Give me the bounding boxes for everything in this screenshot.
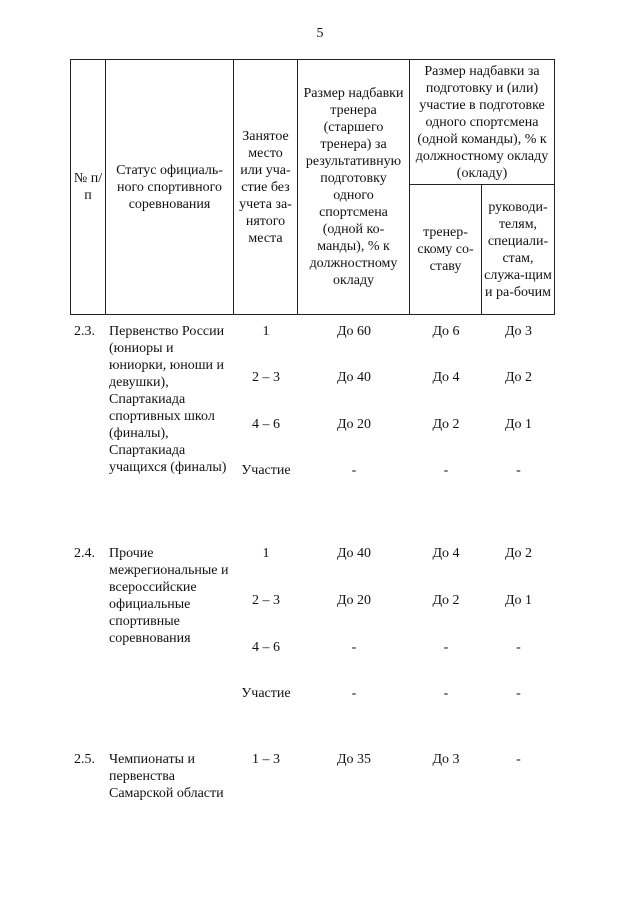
other-bonus-value: До 1 <box>504 593 533 608</box>
coach-bonus-value: До 60 <box>336 324 372 339</box>
coach-bonus-value: До 20 <box>336 417 372 432</box>
place-value: 1 <box>262 324 270 339</box>
place-value: 4 – 6 <box>252 640 280 655</box>
header-coach-bonus: Размер надбавки тренера (старшего тренера) за результативную подготовку одного спортсмена (одной ко-манды), % к должностному окладу <box>298 60 410 315</box>
trainer-bonus-value: - <box>443 640 449 655</box>
trainer-bonus-value: - <box>443 686 449 701</box>
header-other-staff: руководи-телям, специали-стам, служа-щим и ра-бочим <box>482 185 555 315</box>
row-number: 2.5. <box>74 752 95 767</box>
trainer-bonus-value: До 4 <box>432 546 460 561</box>
coach-bonus-value: До 40 <box>336 370 372 385</box>
place-value: Участие <box>241 463 291 478</box>
header-num: № п/п <box>71 60 106 315</box>
row-status: Чемпионаты и первенства Самарской области <box>109 752 224 801</box>
row-status: Прочие межрегиональные и всероссийские официальные спортивные соревнования <box>109 546 229 646</box>
coach-bonus-value: До 40 <box>336 546 372 561</box>
coach-bonus-value: - <box>351 686 357 701</box>
place-value: Участие <box>241 686 291 701</box>
header-place: Занятое место или уча-стие без учета за-нятого места <box>234 60 298 315</box>
trainer-bonus-value: До 2 <box>432 593 460 608</box>
other-bonus-value: - <box>516 752 521 767</box>
coach-bonus-value: До 35 <box>336 752 372 767</box>
other-bonus-value: До 1 <box>504 417 533 432</box>
place-value: 2 – 3 <box>252 593 280 608</box>
header-status: Статус официаль-ного спортивного соревнования <box>106 60 234 315</box>
other-bonus-value: - <box>516 640 521 655</box>
row-number: 2.4. <box>74 546 95 561</box>
trainer-bonus-value: До 4 <box>432 370 460 385</box>
table-header <box>70 59 555 315</box>
other-bonus-value: До 3 <box>504 324 533 339</box>
header-preparation-bonus: Размер надбавки за подготовку и (или) участие в подготовке одного спортсмена (одной команды), % к должностному окладу (окладу) <box>410 60 555 185</box>
header-trainer-staff: тренер-скому со-ставу <box>410 185 482 315</box>
trainer-bonus-value: До 6 <box>432 324 460 339</box>
other-bonus-value: - <box>516 686 521 701</box>
coach-bonus-value: - <box>351 463 357 478</box>
row-status: Первенство России (юниоры и юниорки, юноши и девушки), Спартакиада спортивных школ (финалы), Спартакиада учащихся (финалы) <box>109 324 227 475</box>
coach-bonus-value: До 20 <box>336 593 372 608</box>
place-value: 1 <box>262 546 270 561</box>
trainer-bonus-value: До 3 <box>432 752 460 767</box>
other-bonus-value: До 2 <box>504 546 533 561</box>
coach-bonus-value: - <box>351 640 357 655</box>
row-number: 2.3. <box>74 324 95 339</box>
page-number: 5 <box>316 26 324 41</box>
other-bonus-value: - <box>516 463 521 478</box>
place-value: 2 – 3 <box>252 370 280 385</box>
trainer-bonus-value: До 2 <box>432 417 460 432</box>
other-bonus-value: До 2 <box>504 370 533 385</box>
place-value: 4 – 6 <box>252 417 280 432</box>
trainer-bonus-value: - <box>443 463 449 478</box>
place-value: 1 – 3 <box>252 752 280 767</box>
